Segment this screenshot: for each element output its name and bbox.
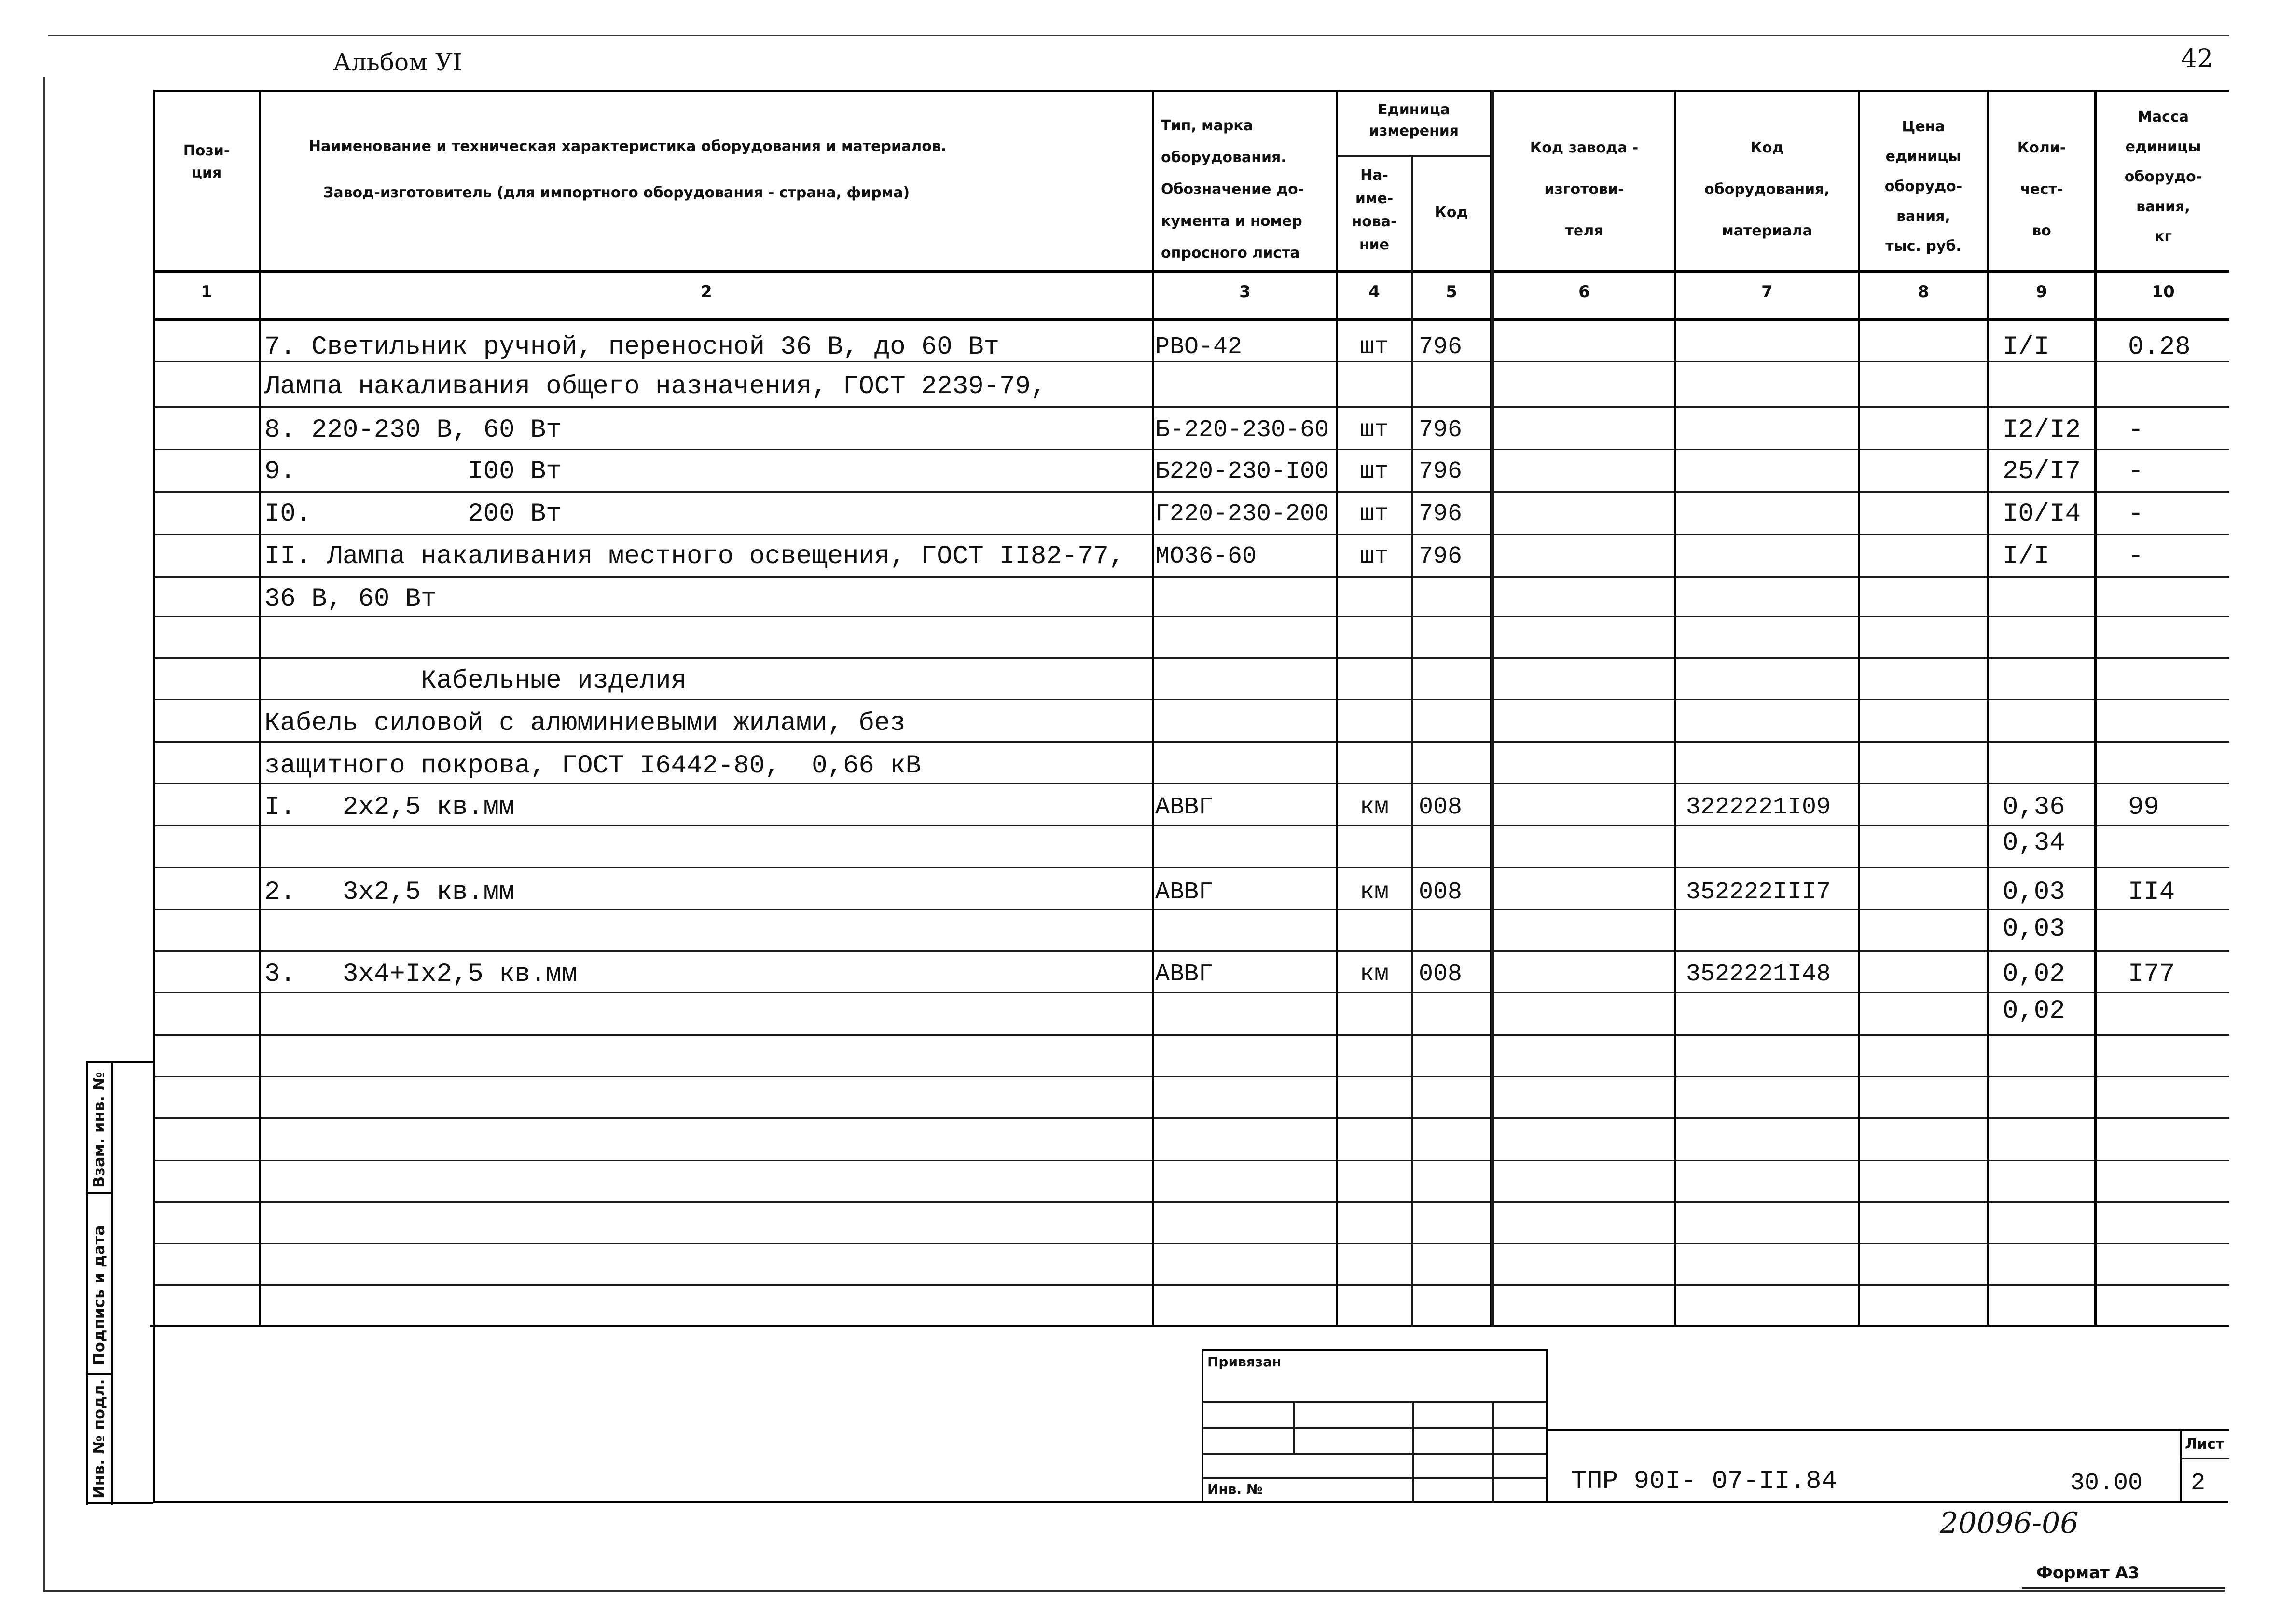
cell-unit: шт (1359, 543, 1389, 570)
top-frame-line (48, 35, 2229, 36)
cell-qty: I2/I2 (2003, 415, 2081, 445)
cell-mass: II4 (2128, 878, 2175, 907)
doc-code: 30.00 (2070, 1470, 2143, 1497)
cell-qty: 0,36 (2003, 793, 2065, 822)
header-col9-line3: во (2032, 222, 2051, 239)
header-col4-line2: име- (1355, 190, 1394, 207)
side-label-inv-podl: Инв. № подл. (90, 1379, 108, 1499)
sheet-number: 2 (2191, 1470, 2206, 1497)
header-col10-line2: единицы (2125, 138, 2201, 155)
header-col6-line1: Код завода - (1530, 139, 1639, 156)
colnum-6: 6 (1578, 282, 1590, 302)
header-col3-line1: Тип, марка (1161, 117, 1253, 134)
colnum-4: 4 (1368, 282, 1380, 302)
header-col3-line3: Обозначение до- (1161, 181, 1304, 198)
header-col7-line3: материала (1722, 222, 1812, 239)
cell-unit: шт (1359, 416, 1389, 444)
cell-eqcode: 352222III7 (1686, 879, 1831, 906)
cell-type: Б220-230-I00 (1155, 458, 1329, 485)
cell-qty: 0,02 (2003, 996, 2065, 1026)
header-col5: Код (1435, 204, 1468, 221)
header-col10-line4: вания, (2136, 198, 2190, 215)
cell-type: Г220-230-200 (1155, 500, 1329, 528)
cell-type: АВВГ (1155, 794, 1214, 821)
header-col2-line1: Наименование и техническая характеристика оборудования и материалов. (309, 138, 947, 155)
header-col8-line5: тыс. руб. (1885, 238, 1962, 255)
side-label-vzam: Взам. инв. № (90, 1072, 108, 1188)
cell-type: МО36-60 (1155, 543, 1257, 570)
cell-qty: 0,03 (2003, 878, 2065, 907)
cell-name: Кабельные изделия (264, 666, 687, 696)
album-label: Альбом УI (333, 48, 462, 76)
header-col7-line1: Код (1750, 139, 1784, 156)
cell-type: АВВГ (1155, 879, 1214, 906)
cell-code: 796 (1419, 500, 1463, 528)
header-col10-line1: Масса (2138, 109, 2189, 125)
cell-name: защитного покрова, ГОСТ I6442-80, 0,66 кВ (264, 751, 922, 781)
colnum-3: 3 (1239, 282, 1251, 302)
header-col10-line5: кг (2154, 228, 2172, 245)
header-col9-line1: Коли- (2017, 139, 2066, 156)
cell-qty: I/I (2003, 542, 2050, 571)
cell-mass: - (2128, 415, 2144, 445)
cell-unit: шт (1359, 333, 1389, 361)
colnum-5: 5 (1446, 282, 1457, 302)
cell-name: 9. I00 Вт (264, 457, 562, 486)
cell-eqcode: 3222221I09 (1686, 794, 1831, 821)
header-col1-line1: Пози- (183, 142, 230, 159)
header-col8-line4: вания, (1896, 208, 1950, 225)
colnum-1: 1 (201, 282, 212, 302)
cell-eqcode: 3522221I48 (1686, 961, 1831, 988)
inv-label: Инв. № (1207, 1481, 1263, 1497)
header-col4-line3: нова- (1352, 213, 1397, 230)
cell-code: 796 (1419, 333, 1463, 361)
cell-unit: шт (1359, 500, 1389, 528)
colnum-7: 7 (1761, 282, 1773, 302)
colnum-9: 9 (2036, 282, 2047, 302)
header-unit-line2: измерения (1368, 123, 1459, 139)
cell-name: I0. 200 Вт (264, 499, 562, 529)
cell-code: 796 (1419, 458, 1463, 485)
colnum-8: 8 (1918, 282, 1929, 302)
cell-qty: 0,34 (2003, 828, 2065, 858)
archive-number: 20096-06 (1940, 1506, 2079, 1540)
cell-qty: 25/I7 (2003, 457, 2081, 486)
cell-name: Кабель силовой с алюминиевыми жилами, без (264, 709, 906, 738)
colnum-2: 2 (701, 282, 712, 302)
cell-unit: км (1359, 794, 1389, 821)
header-col6-line3: теля (1565, 222, 1603, 239)
cell-name: I. 2х2,5 кв.мм (264, 793, 515, 822)
cell-unit: шт (1359, 458, 1389, 485)
doc-designation: ТПР 90I- 07-II.84 (1571, 1467, 1837, 1496)
header-col4-line1: На- (1360, 167, 1388, 184)
side-label-podpis: Подпись и дата (90, 1225, 108, 1365)
bottom-frame-line (43, 1590, 2225, 1592)
cell-code: 008 (1419, 879, 1463, 906)
cell-code: 008 (1419, 961, 1463, 988)
left-frame-line (43, 77, 45, 1592)
header-col3-line4: кумента и номер (1161, 213, 1302, 230)
cell-qty: 0,03 (2003, 914, 2065, 944)
cell-mass: 99 (2128, 793, 2159, 822)
header-col4-line4: ние (1359, 236, 1390, 253)
format-underline (2022, 1587, 2225, 1589)
header-col8-line1: Цена (1902, 118, 1945, 135)
cell-unit: км (1359, 961, 1389, 988)
cell-type: АВВГ (1155, 961, 1214, 988)
header-col1-line2: ция (191, 165, 222, 181)
header-col8-line2: единицы (1885, 148, 1962, 165)
header-col7-line2: оборудования, (1704, 181, 1830, 198)
header-col9-line2: чест- (2020, 181, 2063, 198)
cell-mass: 0.28 (2128, 332, 2191, 362)
header-col6-line2: изготови- (1544, 181, 1624, 198)
colnum-10: 10 (2152, 282, 2175, 302)
header-col3-line2: оборудования. (1161, 149, 1286, 166)
cell-name: 7. Светильник ручной, переносной 36 В, до 60 Вт (264, 332, 1000, 362)
cell-name: Лампа накаливания общего назначения, ГОСТ 2239-79, (264, 372, 1047, 401)
cell-qty: 0,02 (2003, 960, 2065, 989)
cell-name: II. Лампа накаливания местного освещения, ГОСТ II82-77, (264, 542, 1125, 571)
privyazan-label: Привязан (1207, 1354, 1282, 1370)
cell-code: 796 (1419, 543, 1463, 570)
cell-name: 2. 3х2,5 кв.мм (264, 878, 515, 907)
cell-mass: - (2128, 457, 2144, 486)
cell-qty: I0/I4 (2003, 499, 2081, 529)
cell-unit: км (1359, 879, 1389, 906)
cell-type: РВО-42 (1155, 333, 1243, 361)
page-number: 42 (2181, 44, 2213, 73)
header-col10-line3: оборудо- (2124, 168, 2202, 185)
cell-mass: - (2128, 499, 2144, 529)
format-label: Формат А3 (2036, 1563, 2140, 1583)
sheet-label: Лист (2185, 1436, 2225, 1453)
cell-name: 36 В, 60 Вт (264, 584, 437, 614)
header-col3-line5: опросного листа (1161, 245, 1300, 261)
cell-code: 796 (1419, 416, 1463, 444)
cell-name: 8. 220-230 В, 60 Вт (264, 415, 562, 445)
header-col2-line2: Завод-изготовитель (для импортного оборудования - страна, фирма) (323, 184, 910, 201)
cell-type: Б-220-230-60 (1155, 416, 1329, 444)
header-unit-line1: Единица (1378, 101, 1450, 118)
cell-qty: I/I (2003, 332, 2050, 362)
header-col8-line3: оборудо- (1884, 178, 1962, 195)
cell-code: 008 (1419, 794, 1463, 821)
cell-name: 3. 3х4+Iх2,5 кв.мм (264, 960, 578, 989)
cell-mass: I77 (2128, 960, 2175, 989)
cell-mass: - (2128, 542, 2144, 571)
